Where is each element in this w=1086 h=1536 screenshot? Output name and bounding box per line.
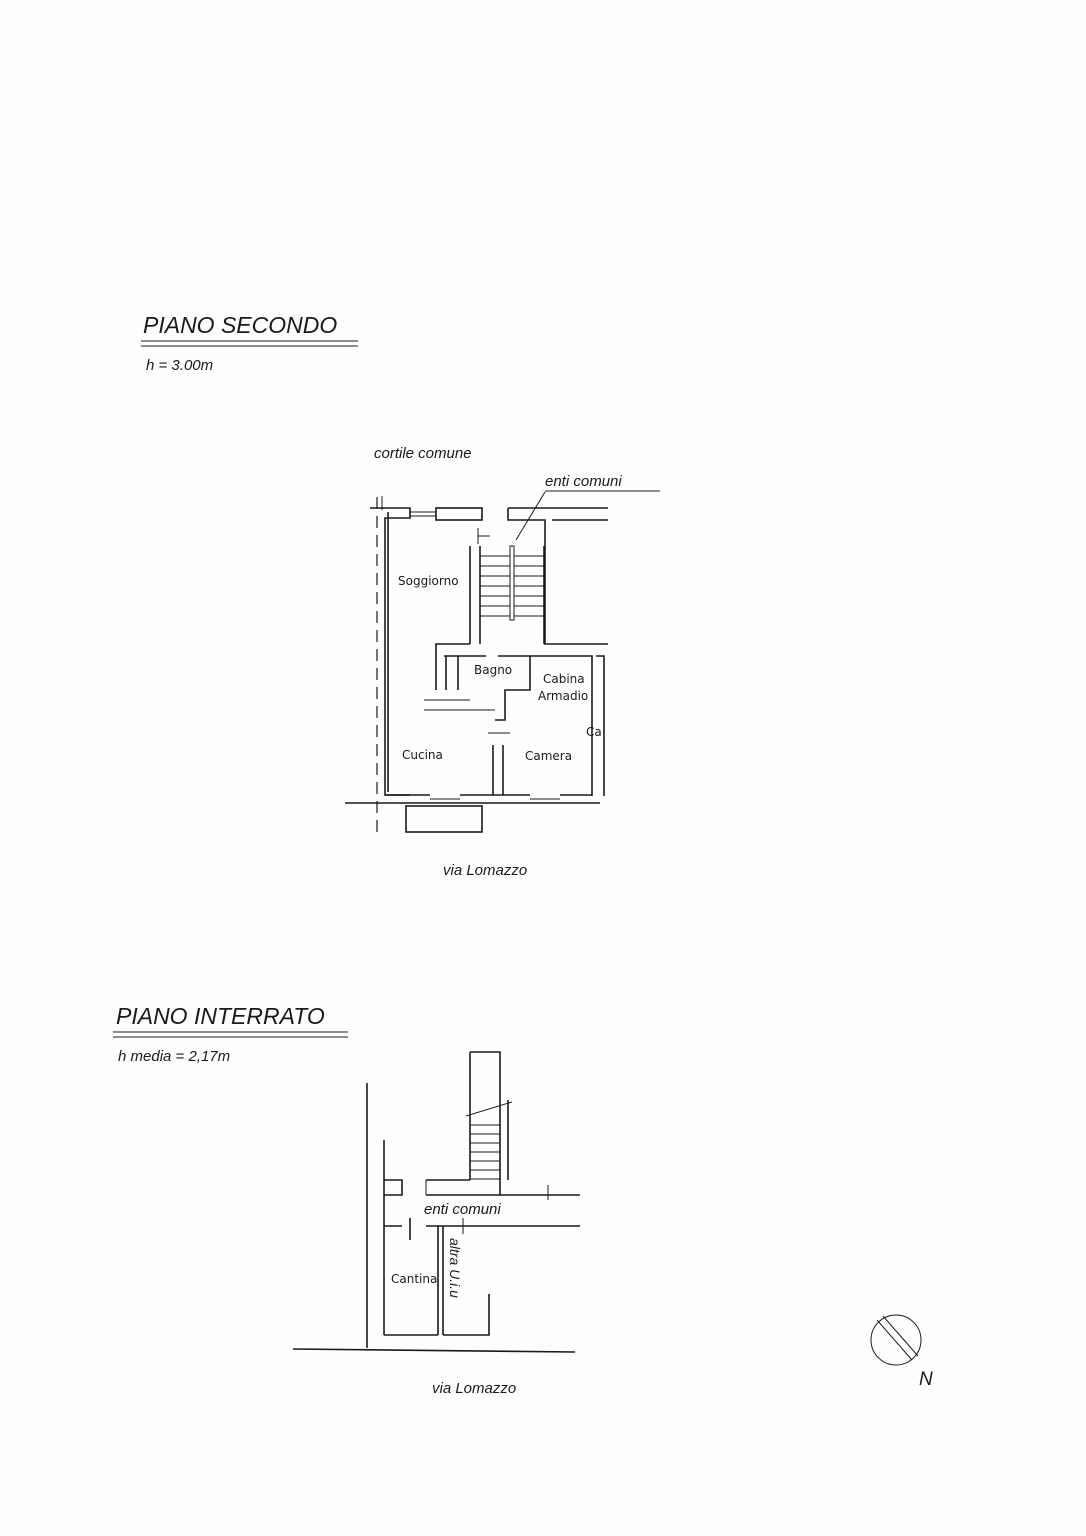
room-cut-label: Ca [586,725,602,739]
basement-stair-treads [470,1125,500,1179]
adjacent-unit-wall [443,1294,489,1335]
stair-shaft [470,1052,500,1195]
leader-line [516,492,545,540]
room-cucina: Cucina [402,748,443,762]
stair-cut [466,1102,512,1116]
basement-title: PIANO INTERRATO [116,1003,325,1029]
common-areas-label: enti comuni [545,473,622,490]
other-unit-label: altra U.i.u [447,1238,463,1298]
second-floor-height: h = 3.00m [146,357,214,374]
room-soggiorno: Soggiorno [398,574,459,588]
partition-kitchen-bedroom [493,745,503,795]
stair-arrow [478,528,490,544]
basement-street-label: via Lomazzo [432,1380,517,1397]
room-cabina: Cabina [543,672,585,686]
basement-height: h media = 2,17m [118,1048,231,1065]
north-label: N [919,1369,933,1390]
cellar-partition [438,1226,443,1335]
room-cantina: Cantina [391,1272,438,1286]
courtyard-label: cortile comune [374,445,472,462]
corridor-wall-north [426,1180,580,1195]
balcony [406,806,482,832]
street-line [293,1349,575,1352]
second-floor-title: PIANO SECONDO [143,312,338,338]
bathroom-door-jambs [446,656,458,690]
room-armadio: Armadio [538,689,589,703]
room-camera: Camera [525,749,573,763]
north-arrow-icon [871,1315,933,1390]
basement-plan [113,1003,580,1397]
north-pier [436,508,482,520]
basement-common-label: enti comuni [424,1201,501,1218]
cellar-west-wall [384,1140,402,1335]
room-bagno: Bagno [474,663,513,677]
street-label: via Lomazzo [443,862,528,879]
stair-treads [480,546,544,620]
second-floor-plan [141,312,660,879]
